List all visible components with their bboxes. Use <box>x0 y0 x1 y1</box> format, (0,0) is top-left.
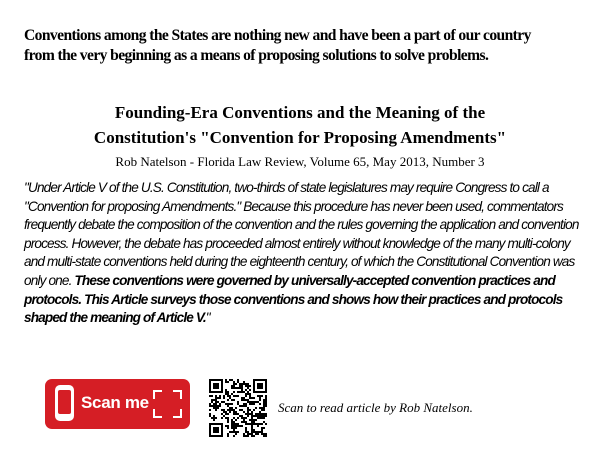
quote-bold-text: These conventions were governed by universally-accepted convention practices and protocols. This Article surveys those conventions and shows how their practices and protocols shaped the meaning of Article V. <box>24 272 563 326</box>
quote-closing-mark: " <box>205 310 210 326</box>
intro-paragraph <box>24 26 584 66</box>
intro-line-1: Conventions among the States are nothing new and have been a part of our country <box>24 27 531 44</box>
scan-me-label: Scan me <box>81 393 149 412</box>
phone-icon <box>55 385 74 421</box>
scan-caption: Scan to read article by Rob Natelson. <box>278 400 473 415</box>
scan-me-button[interactable] <box>45 379 190 429</box>
article-title-line-2: Constitution's "Convention for Proposing Amendments" <box>93 128 507 147</box>
article-abstract-quote <box>24 179 586 328</box>
article-citation: Rob Natelson - Florida Law Review, Volume 65, May 2013, Number 3 <box>115 154 485 169</box>
intro-line-2: from the very beginning as a means of proposing solutions to solve problems. <box>24 47 489 64</box>
quote-regular-text: "Under Article V of the U.S. Constitution, two-thirds of state legislatures may require Congress to call a "Convention for proposing Amendments." Because this procedure has never been used, commentators frequently debate the composition of the convention and the rules governing the application and convention process. However, the debate has proceeded almost entirely without knowledge of the many multi-colony and multi-state conventions held during the eighteenth century, of which the Constitutional Convention was only one. <box>24 180 579 288</box>
qr-code[interactable] <box>209 379 267 437</box>
article-title-line-1: Founding-Era Conventions and the Meaning of the <box>114 103 486 122</box>
